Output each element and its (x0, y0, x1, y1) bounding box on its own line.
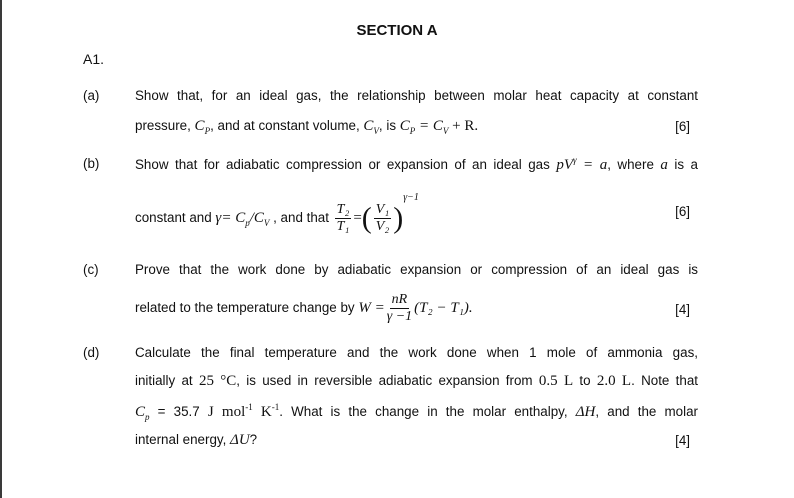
text: to (573, 373, 597, 388)
text: Show that for adiabatic compression or expansion of an ideal gas (135, 157, 557, 172)
cp-symbol: $C_P$ (194, 118, 211, 136)
text: + R. (448, 118, 479, 134)
text: . What is the change in the molar enthalpy, (279, 404, 576, 419)
part-a-line2 (135, 118, 478, 136)
initial-temperature: 25 °C (198, 373, 237, 389)
equation-cp-cv: $C_P = C_V$ (399, 118, 449, 136)
text: internal energy, (135, 432, 231, 447)
text: , and at constant volume, (210, 118, 364, 133)
text: initially at (135, 373, 199, 388)
part-a-label: (a) (83, 88, 100, 103)
initial-volume: 0.5 L (538, 373, 574, 389)
left-paren: ( (361, 201, 372, 235)
text: is a (667, 157, 698, 172)
part-b-label: (b) (83, 156, 100, 171)
text: , and the molar (595, 404, 699, 419)
part-d-marks: [4] (675, 433, 690, 448)
part-d-line3 (135, 402, 698, 422)
part-d-line1: Calculate the final temperature and the work done when 1 mole of ammonia gas, (135, 345, 698, 360)
work-symbol: W = (358, 300, 385, 317)
text: , is (378, 118, 400, 133)
gamma-definition: $\gamma= C_p/C_V$ (215, 210, 270, 228)
page-left-border (0, 0, 2, 498)
text: pressure, (135, 118, 195, 133)
text: related to the temperature change by (135, 300, 359, 316)
part-a-marks: [6] (675, 119, 690, 134)
right-paren: ) (393, 201, 404, 235)
enthalpy-symbol: ΔH (575, 404, 596, 420)
final-volume: 2.0 L (596, 373, 632, 389)
text: ? (249, 432, 258, 447)
part-c-line2 (135, 292, 473, 325)
part-d-label: (d) (83, 345, 100, 360)
part-a-line1: Show that, for an ideal gas, the relationship between molar heat capacity at constant (135, 88, 698, 103)
part-c-label: (c) (83, 262, 99, 277)
adiabatic-equation: $pV^\gamma = a$ (556, 155, 608, 173)
part-b-marks: [6] (675, 204, 690, 219)
text: , where (607, 157, 661, 172)
temperature-difference: (T₂ − T₁). (414, 300, 473, 317)
part-c-marks: [4] (675, 302, 690, 317)
part-b-line2 (135, 192, 419, 235)
equals: = (353, 210, 362, 226)
exponent: γ−1 (403, 192, 419, 203)
temperature-ratio: $\frac{\text{T₂}}{\text{T₁}}$ (336, 201, 350, 234)
cv-symbol: $C_V$ (363, 118, 379, 136)
cp-symbol: $C_p$ (135, 404, 150, 422)
text: constant and (135, 210, 216, 225)
volume-ratio: $\frac{\text{V₁}}{\text{V₂}}$ (375, 201, 390, 234)
text: , is used in reversible adiabatic expansion from (236, 373, 539, 388)
internal-energy-symbol: ΔU (230, 432, 250, 448)
work-fraction: $\frac{nR}{\gamma -1}$ (386, 292, 413, 324)
units: J mol$^{-1}$ $K^{-1}$ (207, 402, 280, 420)
question-label: A1. (83, 51, 105, 67)
part-d-line4 (135, 432, 257, 449)
text: = 35.7 (149, 404, 208, 419)
a-variable: a (660, 157, 668, 173)
text: . Note that (631, 373, 699, 388)
part-b-line1 (135, 155, 698, 174)
part-c-line1: Prove that the work done by adiabatic expansion or compression of an ideal gas is (135, 262, 698, 277)
section-title: SECTION A (356, 22, 438, 39)
part-d-line2 (135, 373, 698, 390)
text: , and that (269, 210, 333, 225)
